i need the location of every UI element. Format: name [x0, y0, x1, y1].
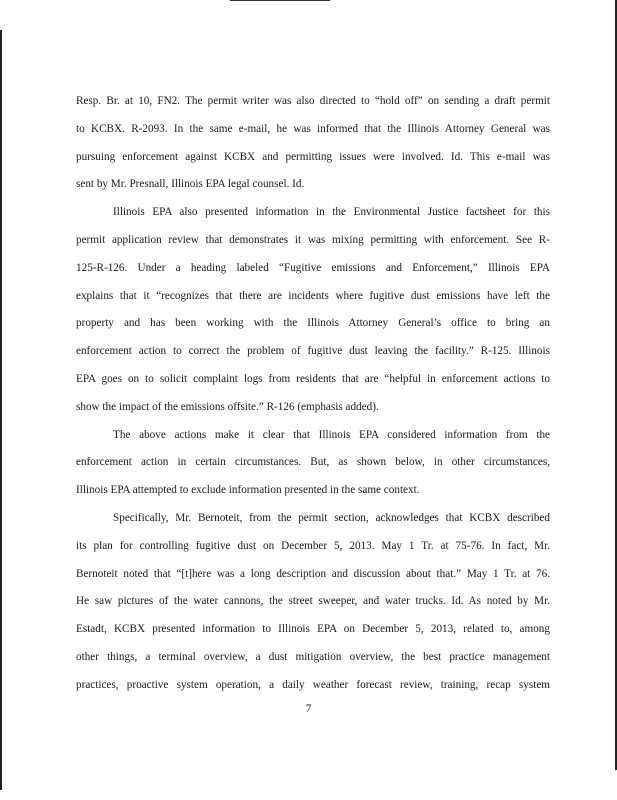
text-line: EPA goes on to solicit complaint logs from residents that are “helpful in enforcement actions to — [76, 372, 550, 385]
text-line: Estadt, KCBX presented information to Illinois EPA on December 5, 2013, related to, among — [76, 623, 550, 636]
document-body — [76, 88, 550, 700]
text-line: other things, a terminal overview, a dust mitigation overview, the best practice management — [76, 650, 550, 663]
page-number: 7 — [305, 703, 312, 715]
text-line: enforcement action in certain circumstances. But, as shown below, in other circumstances, — [76, 456, 550, 469]
text-line: Resp. Br. at 10, FN2. The permit writer was also directed to “hold off” on sending a draft permit — [76, 95, 550, 107]
text-line: Bernoteit noted that “[t]here was a long description and discussion about that.” May 1 Tr. at 76. — [76, 567, 550, 580]
text-line: 125-R-126. Under a heading labeled “Fugitive emissions and Enforcement,” Illinois EPA — [76, 261, 550, 274]
text-line: He saw pictures of the water cannons, the street sweeper, and water trucks. Id. As noted by Mr. — [76, 595, 550, 608]
text-line: Specifically, Mr. Bernoteit, from the permit section, acknowledges that KCBX described — [113, 511, 550, 524]
text-line: its plan for controlling fugitive dust on December 5, 2013. May 1 Tr. at 75-76. In fact, Mr. — [76, 539, 550, 552]
text-line: property and has been working with the Illinois Attorney General’s office to bring an — [76, 317, 550, 330]
text-line: explains that it “recognizes that there are incidents where fugitive dust emissions have left the — [76, 289, 550, 302]
text-line: to KCBX. R-2093. In the same e-mail, he was informed that the Illinois Attorney General was — [76, 122, 550, 135]
text-line: Illinois EPA also presented information in the Environmental Justice factsheet for this — [113, 206, 550, 219]
text-line: sent by Mr. Presnall, Illinois EPA legal counsel. Id. — [76, 178, 305, 191]
text-line: permit application review that demonstrates it was mixing permitting with enforcement. See R- — [76, 233, 550, 246]
text-line: show the impact of the emissions offsite.” R-126 (emphasis added). — [76, 400, 379, 413]
text-line: Illinois EPA attempted to exclude information presented in the same context. — [76, 484, 420, 497]
text-line: pursuing enforcement against KCBX and permitting issues were involved. Id. This e-mail was — [76, 150, 550, 163]
left-scan-edge — [0, 30, 2, 790]
text-line: practices, proactive system operation, a daily weather forecast review, training, recap system — [76, 678, 550, 691]
text-line: The above actions make it clear that Illinois EPA considered information from the — [113, 428, 550, 441]
top-rule — [230, 0, 330, 1]
text-line: enforcement action to correct the problem of fugitive dust leaving the facility.” R-125. Illinois — [76, 345, 550, 358]
